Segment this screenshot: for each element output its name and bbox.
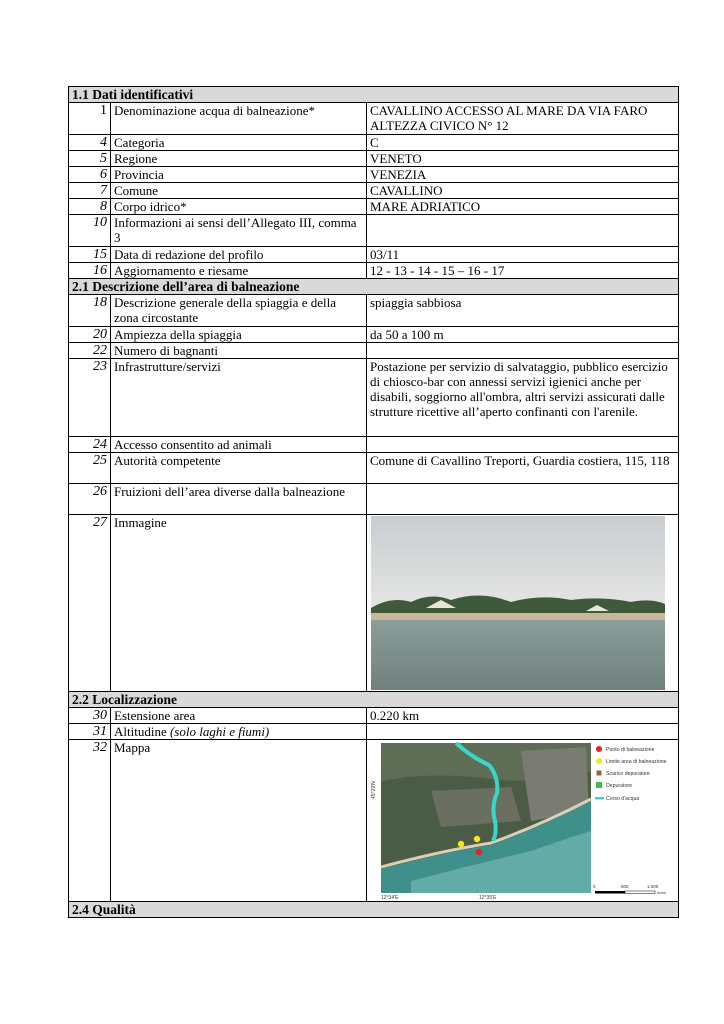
longitude-label: 12°35'E [479, 895, 497, 901]
svg-text:metri: metri [657, 890, 666, 895]
row-value: da 50 a 100 m [367, 327, 679, 343]
svg-text:Scarico depuratore: Scarico depuratore [606, 771, 650, 777]
row-number: 10 [69, 215, 111, 247]
svg-text:Depuratore: Depuratore [606, 783, 632, 789]
row-label: Descrizione generale della spiaggia e della zona circostante [111, 295, 367, 327]
section-heading-descrizione: 2.1 Descrizione dell’area di balneazione [69, 279, 679, 295]
latitude-label: 45°29'N [371, 781, 377, 799]
row-label: Infrastrutture/servizi [111, 359, 367, 437]
row-number: 20 [69, 327, 111, 343]
row-value: VENEZIA [367, 167, 679, 183]
table-row [69, 484, 679, 515]
row-value: CAVALLINO ACCESSO AL MARE DA VIA FARO ALTEZZA CIVICO N° 12 [367, 103, 679, 135]
table-row [69, 343, 679, 359]
row-label: Estensione area [111, 708, 367, 724]
row-value: VENETO [367, 151, 679, 167]
svg-text:500: 500 [621, 884, 629, 889]
row-label: Fruizioni dell’area diverse dalla balneazione [111, 484, 367, 515]
row-label: Autorità competente [111, 453, 367, 484]
table-row [69, 199, 679, 215]
row-number: 7 [69, 183, 111, 199]
row-label: Regione [111, 151, 367, 167]
table-row [69, 740, 679, 902]
svg-text:Punto di balneazione: Punto di balneazione [606, 747, 655, 753]
table-row [69, 437, 679, 453]
row-number: 8 [69, 199, 111, 215]
map-cell [367, 740, 679, 902]
row-label: Ampiezza della spiaggia [111, 327, 367, 343]
row-number: 6 [69, 167, 111, 183]
row-value [367, 484, 679, 515]
row-label: Numero di bagnanti [111, 343, 367, 359]
row-number: 31 [69, 724, 111, 740]
row-number: 27 [69, 515, 111, 692]
svg-text:1.000: 1.000 [647, 884, 659, 889]
row-label: Data di redazione del profilo [111, 247, 367, 263]
row-number: 25 [69, 453, 111, 484]
row-number: 15 [69, 247, 111, 263]
section-heading-localizzazione: 2.2 Localizzazione [69, 692, 679, 708]
row-label: Mappa [111, 740, 367, 902]
row-label: Informazioni ai sensi dell’Allegato III, comma 3 [111, 215, 367, 247]
location-map [371, 741, 671, 901]
row-number: 24 [69, 437, 111, 453]
row-number: 16 [69, 263, 111, 279]
profile-table [68, 86, 679, 918]
table-row [69, 708, 679, 724]
table-row [69, 183, 679, 199]
table-row [69, 295, 679, 327]
row-number: 22 [69, 343, 111, 359]
row-label: Aggiornamento e riesame [111, 263, 367, 279]
row-label: Accesso consentito ad animali [111, 437, 367, 453]
section-heading-dati: 1.1 Dati identificativi [69, 87, 679, 103]
row-value: spiaggia sabbiosa [367, 295, 679, 327]
row-number: 5 [69, 151, 111, 167]
svg-text:Limite area di balneazione: Limite area di balneazione [606, 759, 667, 765]
row-value [367, 343, 679, 359]
row-value: MARE ADRIATICO [367, 199, 679, 215]
row-value: CAVALLINO [367, 183, 679, 199]
table-row [69, 359, 679, 437]
row-number: 32 [69, 740, 111, 902]
row-value: 0.220 km [367, 708, 679, 724]
table-row [69, 453, 679, 484]
bathing-limit-marker [458, 841, 464, 847]
table-row [69, 167, 679, 183]
table-row [69, 263, 679, 279]
row-label: Provincia [111, 167, 367, 183]
table-row [69, 247, 679, 263]
row-label: Immagine [111, 515, 367, 692]
row-number: 18 [69, 295, 111, 327]
row-value: 12 - 13 - 14 - 15 – 16 - 17 [367, 263, 679, 279]
row-value [367, 724, 679, 740]
table-row [69, 103, 679, 135]
beach-photo [371, 516, 665, 690]
row-value [367, 437, 679, 453]
svg-text:Corso d'acqua: Corso d'acqua [606, 796, 640, 802]
row-number: 4 [69, 135, 111, 151]
row-number: 30 [69, 708, 111, 724]
row-label: Comune [111, 183, 367, 199]
bathing-limit-marker [474, 836, 480, 842]
bathing-point-marker [476, 849, 482, 855]
row-value [367, 215, 679, 247]
beach-photo-cell [367, 515, 679, 692]
table-row [69, 151, 679, 167]
row-value: C [367, 135, 679, 151]
row-label: Denominazione acqua di balneazione* [111, 103, 367, 135]
table-row [69, 215, 679, 247]
table-row [69, 135, 679, 151]
section-heading-qualita: 2.4 Qualità [69, 902, 679, 918]
row-value: 03/11 [367, 247, 679, 263]
table-row [69, 724, 679, 740]
svg-text:0: 0 [593, 884, 596, 889]
row-number: 1 [69, 103, 111, 135]
row-label: Altitudine (solo laghi e fiumi) [111, 724, 367, 740]
table-row [69, 515, 679, 692]
longitude-label: 12°34'E [381, 895, 399, 901]
row-number: 26 [69, 484, 111, 515]
row-label: Corpo idrico* [111, 199, 367, 215]
row-number: 23 [69, 359, 111, 437]
row-value: Comune di Cavallino Treporti, Guardia costiera, 115, 118 [367, 453, 679, 484]
row-value: Postazione per servizio di salvataggio, pubblico esercizio di chiosco-bar con annessi servizi igienici anche per disabili, soggiorno all'ombra, altri servizi assicurati dalle strutture ricettive all’aperto confinanti con l'arenile. [367, 359, 679, 437]
table-row [69, 327, 679, 343]
row-label: Categoria [111, 135, 367, 151]
